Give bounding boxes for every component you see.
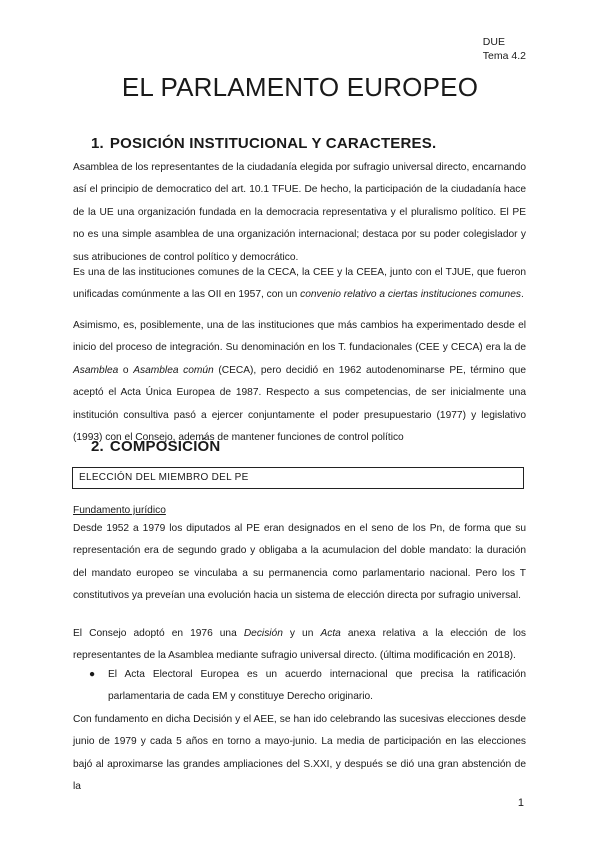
section-1-heading bbox=[91, 135, 436, 152]
subsection-box: ELECCIÓN DEL MIEMBRO DEL PE bbox=[72, 467, 524, 489]
section-2-heading bbox=[91, 438, 220, 455]
bullet-dot-icon: ● bbox=[89, 669, 96, 680]
bullet-text: El Acta Electoral Europea es un acuerdo internacional que precisa la ratificación parlamentaria de cada EM y constituye Derecho originario. bbox=[108, 669, 526, 703]
section-1-paragraph-3-text-c: (CECA), pero decidió en 1962 autodenominarse PE, término que aceptó el Acta Única Europea de 1987. Respecto a sus competencias, de ser inicialmente una institución consultiva pasó a ejercer conjuntamente el poder presupuestario (1977) y legislativo (1993) con el Consejo, además de mantener funciones de control político bbox=[73, 364, 526, 444]
section-2-number: 2. bbox=[91, 438, 104, 455]
header-unit: Tema 4.2 bbox=[482, 50, 526, 62]
section-1-number: 1. bbox=[91, 135, 104, 152]
section-1-paragraph-2-emphasis: convenio relativo a ciertas instituciones comunes bbox=[300, 289, 521, 301]
section-2-paragraph-2-emphasis-1: Decisión bbox=[243, 628, 283, 639]
section-1-paragraph-1: Asamblea de los representantes de la ciudadanía elegida por sufragio universal directo, encarnando así el principio de democratico del art. 10.1 TFUE. De hecho, la participación de la ciudadanía hace de la UE una organización fundada en la democracia representativa y el pluralismo político. El PE no es una simple asamblea de una organización internacional; destaca por su poder colegislador y sus atribuciones de control político y democrático. bbox=[73, 162, 526, 263]
section-1-paragraph-3-text-a: Asimismo, es, posiblemente, una de las instituciones que más cambios ha experimentado desde el inicio del proceso de integración. Su denominación en los T. fundacionales (CEE y CECA) era la de bbox=[73, 320, 526, 354]
section-2-paragraph-2-text-a: El Consejo adoptó en 1976 una bbox=[73, 628, 244, 639]
section-2-title: COMPOSICIÓN bbox=[109, 438, 221, 455]
section-1-paragraph-3-text-b: o bbox=[118, 364, 134, 376]
section-1-title: POSICIÓN INSTITUCIONAL Y CARACTERES. bbox=[109, 135, 437, 152]
section-1-paragraph-2 bbox=[73, 262, 526, 307]
header-subject: DUE bbox=[482, 36, 505, 48]
header-tag bbox=[483, 35, 526, 63]
section-2-paragraph-1: Desde 1952 a 1979 los diputados al PE eran designados en el seno de los Pn, de forma que su representación era de segundo grado y obligaba a la acumulacion del doble mandato: la duración del mandato europeo se vinculaba a su permanencia como parlamentario nacional. Pero los T constitutivos ya preveían una evolución hacia un sistema de elección directa por sufragio universal. bbox=[73, 523, 526, 602]
section-1-paragraph-3-emphasis-1: Asamblea bbox=[73, 364, 119, 376]
section-2-paragraph-2-text-c: anexa relativa a la elección de los representantes de la Asamblea mediante sufragio universal directo. (última modificación en 2018). bbox=[73, 628, 527, 662]
section-1-paragraph-3-emphasis-2: Asamblea común bbox=[133, 364, 214, 376]
section-2-paragraph-3: Con fundamento en dicha Decisión y el AEE, se han ido celebrando las sucesivas elecciones desde junio de 1979 y cada 5 años en torno a mayo-junio. La media de participación en las elecciones bajó al aproximarse las grandes ampliaciones del S.XXI, y después se dió una gran abstención de la bbox=[73, 714, 526, 793]
section-1-paragraph-3 bbox=[73, 315, 526, 449]
section-2-paragraph-2 bbox=[73, 623, 526, 668]
section-2-paragraph-2-emphasis-2: Acta bbox=[320, 628, 341, 639]
subsection-heading: Fundamento jurídico bbox=[73, 505, 166, 516]
page-number: 1 bbox=[517, 797, 524, 809]
section-2-paragraph-2-text-b: y un bbox=[282, 628, 321, 639]
section-1-paragraph-2-text: Es una de las instituciones comunes de la CECA, la CEE y la CEEA, junto con el TJUE, que fueron unificadas comúnmente a las OII en 1957, con un bbox=[73, 267, 526, 301]
section-1-paragraph-2-end: . bbox=[520, 289, 524, 301]
bullet-item bbox=[90, 664, 526, 709]
page-title: EL PARLAMENTO EUROPEO bbox=[121, 72, 479, 102]
